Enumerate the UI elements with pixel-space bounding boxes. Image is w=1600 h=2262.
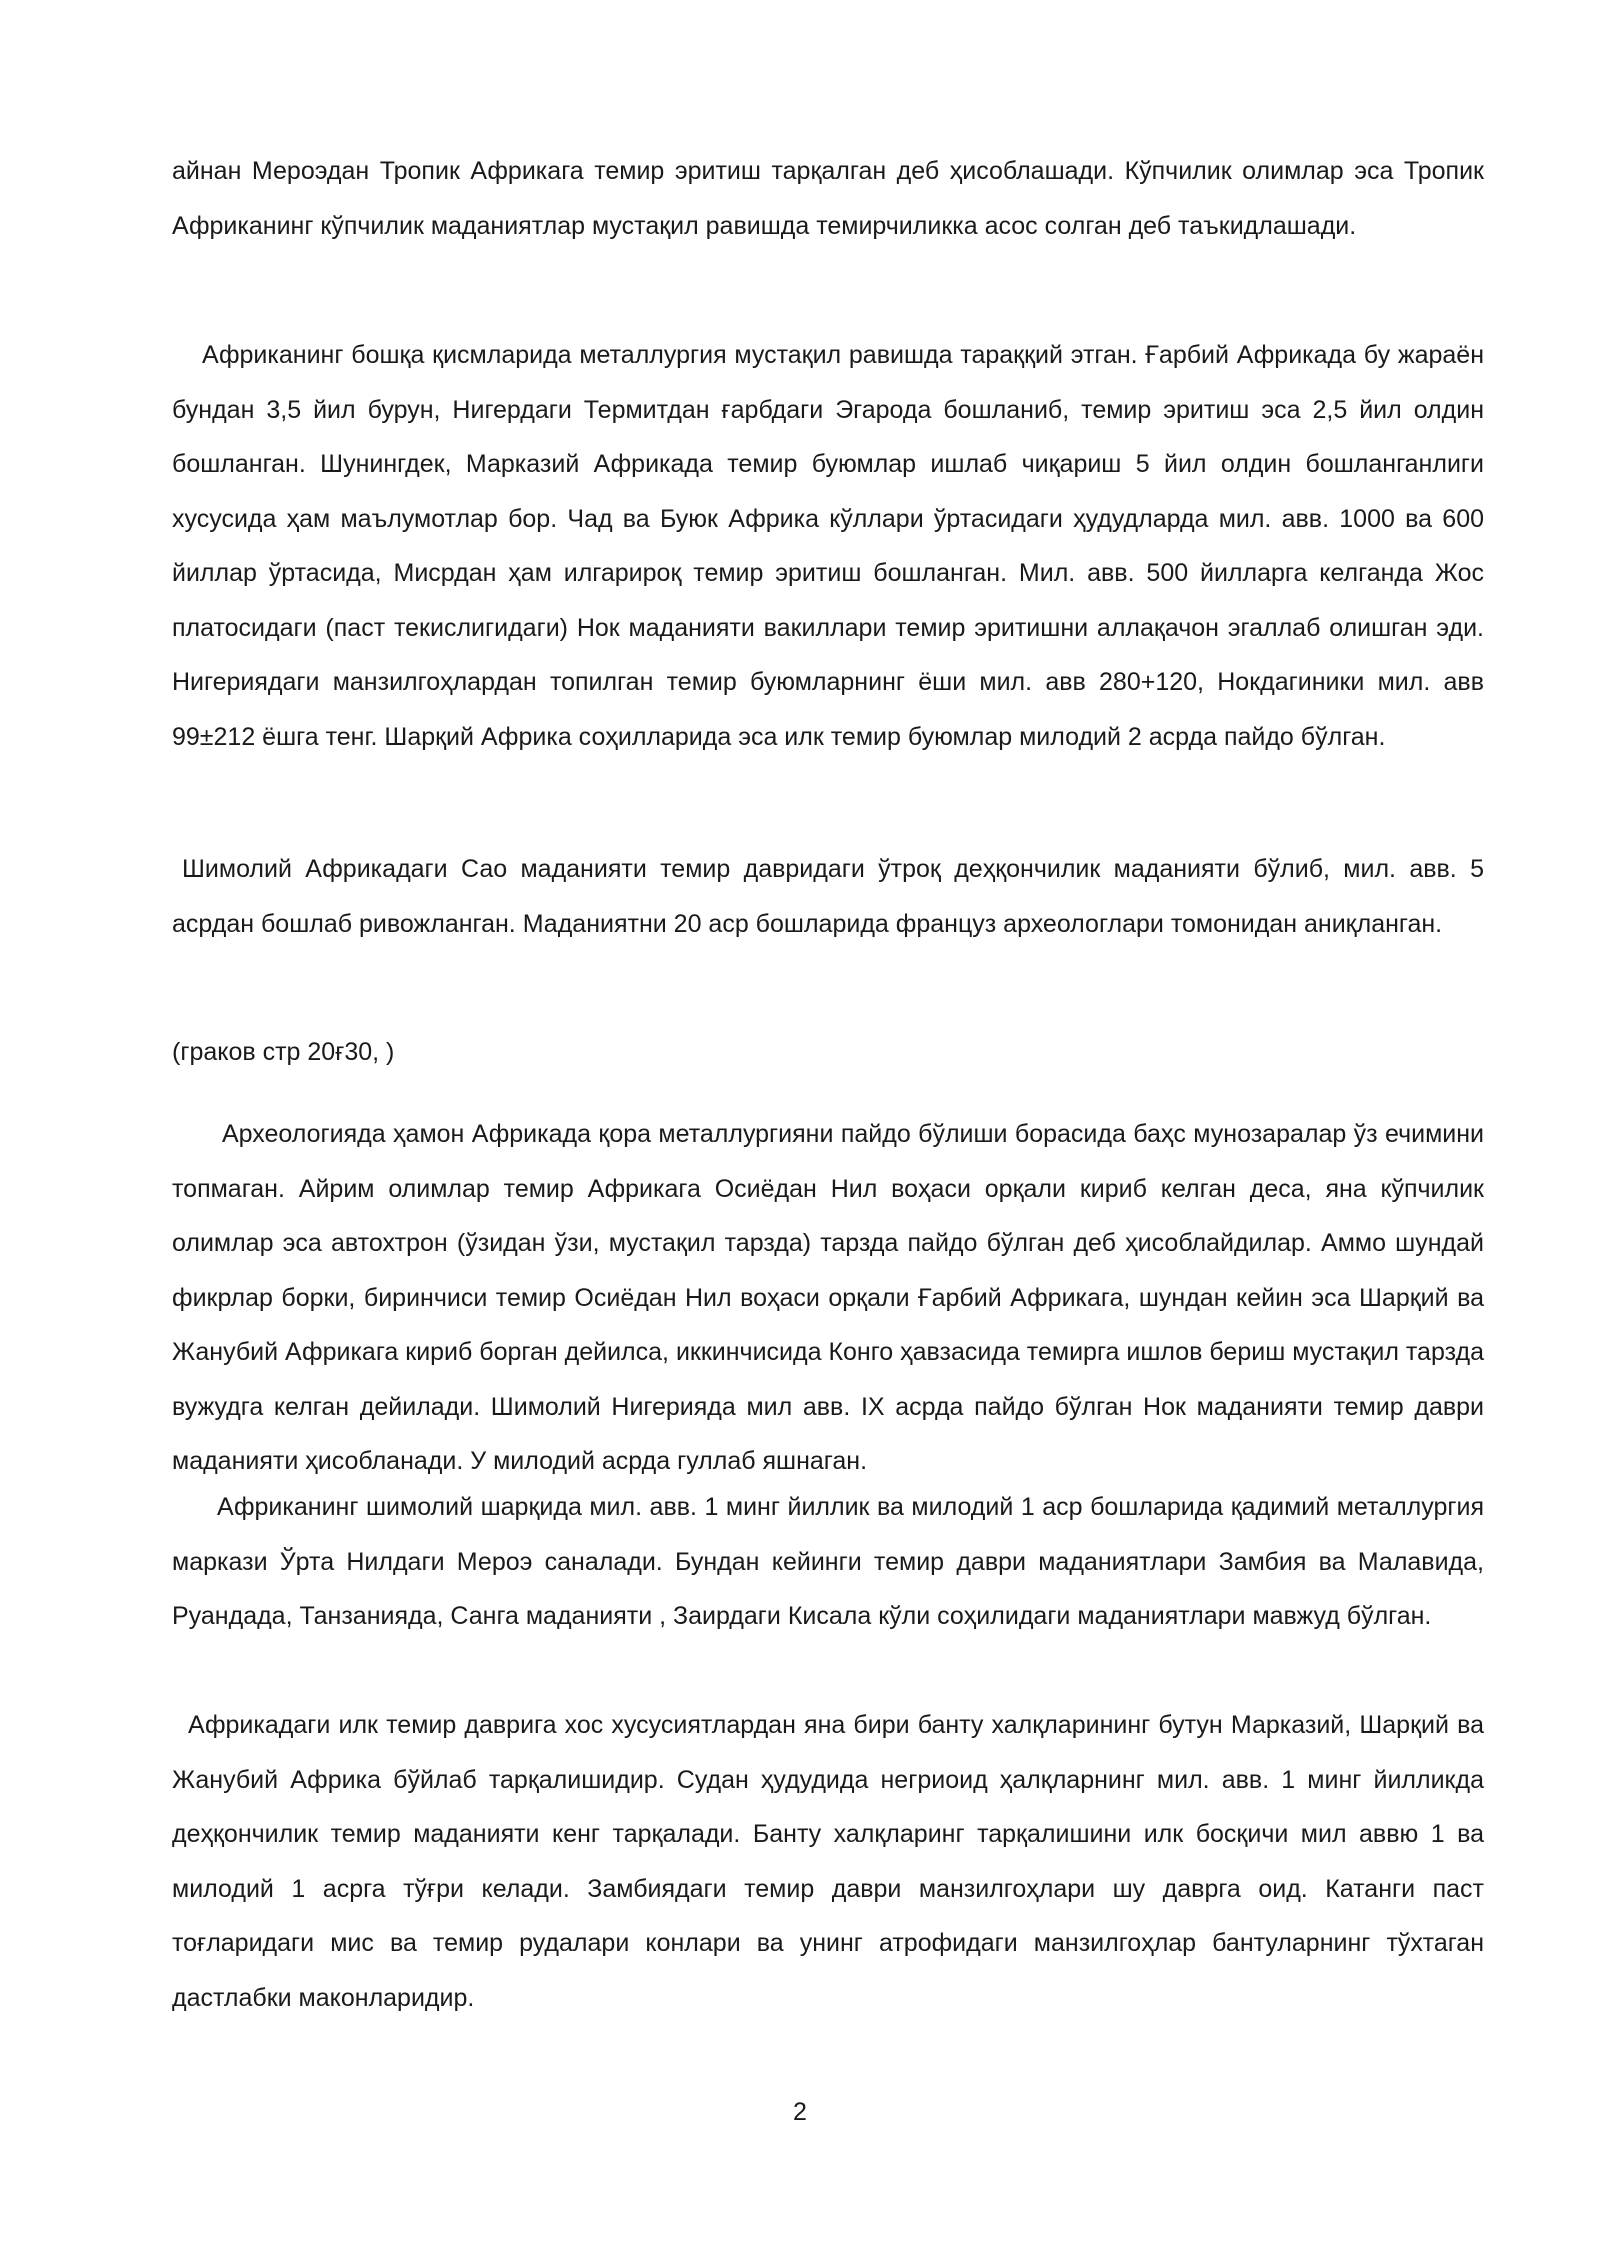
paragraph-2: Африканинг бошқа қисмларида металлургия мустақил равишда тараққий этган. Ғарбий Африкада бу жараён бундан 3,5 йил бурун, Нигердаги Термитдан ғарбдаги Эгарода бошланиб, темир эритиш эса 2,5 йил олдин бошланган. Шунингдек, Марказий Африкада темир буюмлар ишлаб чиқариш 5 йил олдин бошланганлиги хусусида ҳам маълумотлар бор. Чад ва Буюк Африка кўллари ўртасидаги ҳудудларда мил. авв. 1000 ва 600 йиллар ўртасида, Мисрдан ҳам илгарироқ темир эритиш бошланган. Мил. авв. 500 йилларга келганда Жос платосидаги (паст текислигидаги) Нок маданияти вакиллари темир эритишни аллақачон эгаллаб олишган эди. Нигериядаги манзилгоҳлардан топилган темир буюмларнинг ёши мил. авв 280+120, Нокдагиники мил. авв 99±212 ёшга тенг. Шарқий Африка соҳилларида эса илк темир буюмлар милодий 2 асрда пайдо бўлган. bbox=[172, 341, 1484, 751]
citation-note: (граков стр 20ғ30, ) bbox=[172, 1038, 395, 1066]
page-number: 2 bbox=[793, 2098, 807, 2126]
paragraph-4: Археологияда ҳамон Африкада қора металлургияни пайдо бўлиши борасида баҳс мунозаралар ўз ечимини топмаган. Айрим олимлар темир Африкага Осиёдан Нил воҳаси орқали кириб келган деса, яна кўпчилик олимлар эса автохтрон (ўзидан ўзи, мустақил тарзда) тарзда пайдо бўлган деб ҳисоблайдилар. Аммо шундай фикрлар борки, биринчиси темир Осиёдан Нил воҳаси орқали Ғарбий Африкага, шундан кейин эса Шарқий ва Жанубий Африкага кириб борган дейилса, иккинчисида Конго ҳавзасида темирга ишлов бериш мустақил тарзда вужудга келган дейилади. Шимолий Нигерияда мил авв. IX асрда пайдо бўлган Нок маданияти темир даври маданияти ҳисобланади. У милодий асрда гуллаб яшнаган. bbox=[172, 1120, 1484, 1475]
paragraph-6: Африкадаги илк темир даврига хос хусусиятлардан яна бири банту халқларининг бутун Марказий, Шарқий ва Жанубий Африка бўйлаб тарқалишидир. Судан ҳудудида негриоид ҳалқларнинг мил. авв. 1 минг йилликда деҳқончилик темир маданияти кенг тарқалади. Банту халқларинг тарқалишини илк босқичи мил аввю 1 ва милодий 1 асрга тўғри келади. Замбиядаги темир даври манзилгоҳлари шу даврга оид. Катанги паст тоғларидаги мис ва темир рудалари конлари ва унинг атрофидаги манзилгоҳлар бантуларнинг тўхтаган дастлабки маконларидир. bbox=[172, 1711, 1484, 2012]
paragraph-1: айнан Мероэдан Тропик Африкага темир эритиш тарқалган деб ҳисоблашади. Кўпчилик олимлар эса Тропик Африканинг кўпчилик маданиятлар мустақил равишда темирчиликка асос солган деб таъкидлашади. bbox=[172, 157, 1484, 240]
paragraph-5: Африканинг шимолий шарқида мил. авв. 1 минг йиллик ва милодий 1 аср бошларида қадимий металлургия маркази Ўрта Нилдаги Мероэ саналади. Бундан кейинги темир даври маданиятлари Замбия ва Малавида, Руандада, Танзанияда, Санга маданияти , Заирдаги Кисала кўли соҳилидаги маданиятлари мавжуд бўлган. bbox=[172, 1493, 1484, 1630]
paragraph-3: Шимолий Африкадаги Сао маданияти темир давридаги ўтроқ деҳқончилик маданияти бўлиб, мил. авв. 5 асрдан бошлаб ривожланган. Маданиятни 20 аср бошларида француз археологлари томонидан аниқланган. bbox=[172, 855, 1484, 938]
